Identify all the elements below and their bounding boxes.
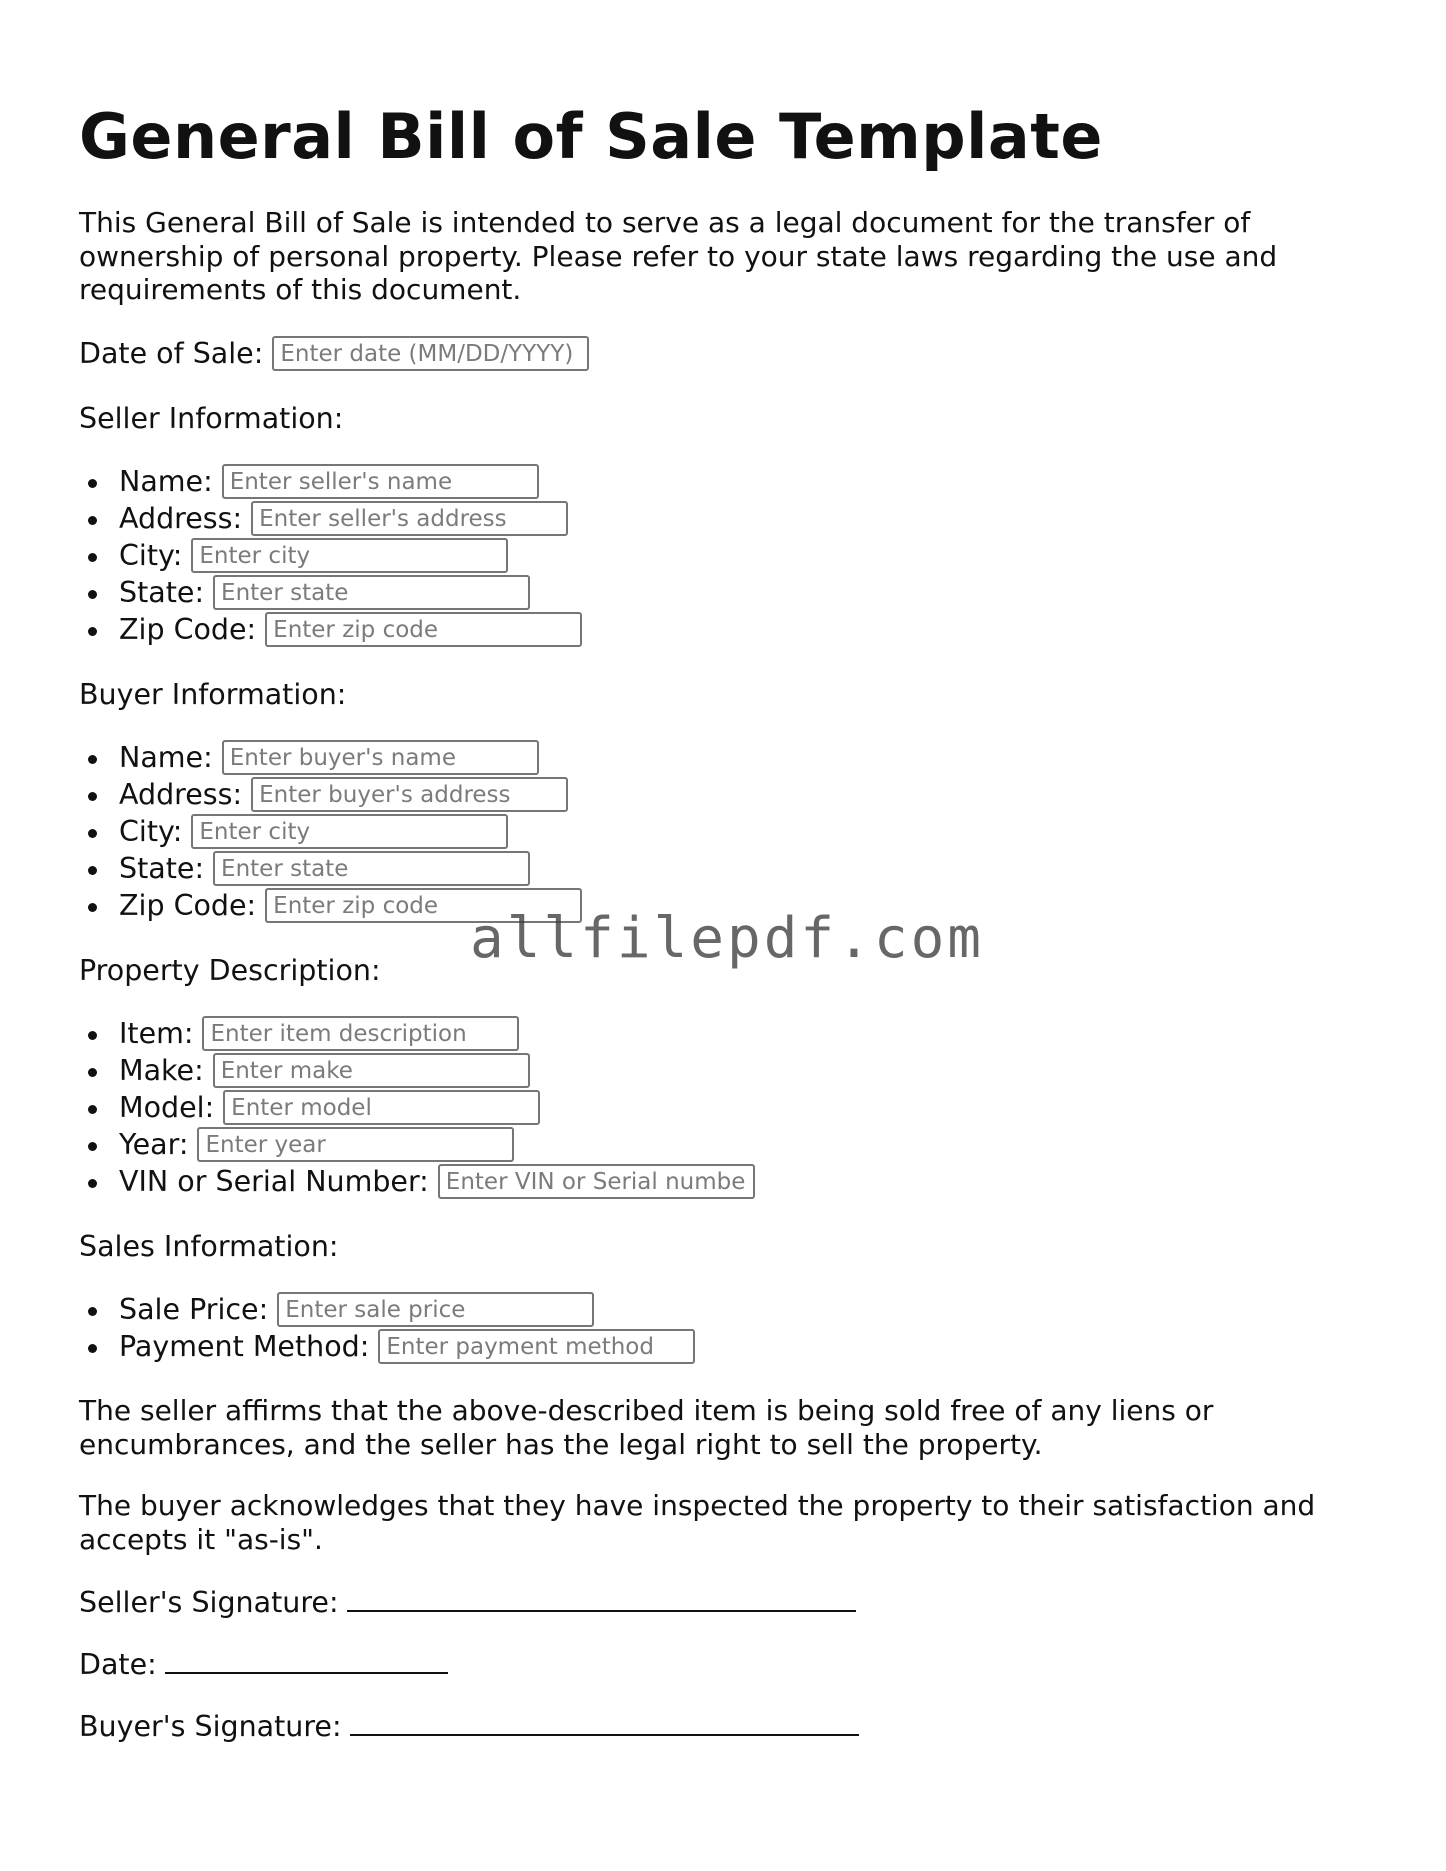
bullet-icon <box>88 829 97 838</box>
sale-price-input[interactable] <box>277 1292 594 1327</box>
seller-heading: Seller Information: <box>79 402 344 435</box>
seller-name-input[interactable] <box>222 464 539 499</box>
property-make-row <box>119 1053 530 1088</box>
seller-affirmation-paragraph: The seller affirms that the above-described item is being sold free of any liens or encumbrances, and the seller has the legal right to sell the property. <box>79 1394 1214 1461</box>
property-item-input[interactable] <box>202 1016 519 1051</box>
date-of-sale-row <box>79 336 589 371</box>
bullet-icon <box>88 1179 97 1188</box>
seller-address-label: Address: <box>119 502 243 535</box>
buyer-city-label: City: <box>119 815 183 848</box>
buyer-signature-label: Buyer's Signature: <box>79 1710 342 1743</box>
intro-paragraph: This General Bill of Sale is intended to serve as a legal document for the transfer of ownership of personal property. Please refer to your state laws regarding the use and requirements of this document. <box>79 206 1278 306</box>
bullet-icon <box>88 1142 97 1151</box>
property-item-label: Item: <box>119 1017 194 1050</box>
buyer-state-row <box>119 851 530 886</box>
seller-name-label: Name: <box>119 465 213 498</box>
payment-method-row <box>119 1329 695 1364</box>
seller-city-input[interactable] <box>191 538 508 573</box>
buyer-name-row <box>119 740 539 775</box>
date-of-sale-label: Date of Sale: <box>79 337 264 370</box>
bullet-icon <box>88 627 97 636</box>
property-model-row <box>119 1090 540 1125</box>
buyer-state-input[interactable] <box>213 851 530 886</box>
bullet-icon <box>88 866 97 875</box>
sale-price-label: Sale Price: <box>119 1293 269 1326</box>
property-model-label: Model: <box>119 1091 215 1124</box>
page-title: General Bill of Sale Template <box>79 100 1103 173</box>
buyer-acknowledgement-paragraph: The buyer acknowledges that they have inspected the property to their satisfaction and accepts it "as-is". <box>79 1489 1316 1556</box>
buyer-zip-label: Zip Code: <box>119 889 257 922</box>
seller-zip-label: Zip Code: <box>119 613 257 646</box>
buyer-address-row <box>119 777 568 812</box>
payment-method-input[interactable] <box>378 1329 695 1364</box>
seller-state-row <box>119 575 530 610</box>
property-model-input[interactable] <box>223 1090 540 1125</box>
seller-address-input[interactable] <box>251 501 568 536</box>
date-signature-row <box>79 1646 448 1681</box>
property-year-row <box>119 1127 514 1162</box>
property-item-row <box>119 1016 519 1051</box>
property-vin-label: VIN or Serial Number: <box>119 1165 429 1198</box>
property-vin-row <box>119 1164 755 1199</box>
sale-price-row <box>119 1292 594 1327</box>
property-make-input[interactable] <box>213 1053 530 1088</box>
date-signature-label: Date: <box>79 1648 157 1681</box>
watermark: allfilepdf.com <box>470 906 985 971</box>
buyer-city-row <box>119 814 508 849</box>
bullet-icon <box>88 516 97 525</box>
property-vin-input[interactable] <box>438 1164 755 1199</box>
date-of-sale-input[interactable] <box>272 336 589 371</box>
buyer-name-input[interactable] <box>222 740 539 775</box>
property-heading: Property Description: <box>79 954 381 987</box>
seller-state-label: State: <box>119 576 205 609</box>
seller-name-row <box>119 464 539 499</box>
seller-signature-label: Seller's Signature: <box>79 1586 339 1619</box>
sales-heading: Sales Information: <box>79 1230 339 1263</box>
buyer-signature-line[interactable] <box>350 1708 859 1736</box>
seller-city-label: City: <box>119 539 183 572</box>
seller-zip-input[interactable] <box>265 612 582 647</box>
buyer-zip-row <box>119 888 582 923</box>
seller-signature-line[interactable] <box>347 1584 856 1612</box>
bullet-icon <box>88 1307 97 1316</box>
payment-method-label: Payment Method: <box>119 1330 370 1363</box>
seller-zip-row <box>119 612 582 647</box>
buyer-name-label: Name: <box>119 741 213 774</box>
date-signature-line[interactable] <box>165 1646 448 1674</box>
seller-state-input[interactable] <box>213 575 530 610</box>
seller-signature-row <box>79 1584 856 1619</box>
bullet-icon <box>88 792 97 801</box>
bullet-icon <box>88 755 97 764</box>
bullet-icon <box>88 1105 97 1114</box>
bullet-icon <box>88 903 97 912</box>
buyer-signature-row <box>79 1708 859 1743</box>
buyer-state-label: State: <box>119 852 205 885</box>
property-make-label: Make: <box>119 1054 204 1087</box>
bullet-icon <box>88 1068 97 1077</box>
seller-city-row <box>119 538 508 573</box>
bullet-icon <box>88 1031 97 1040</box>
property-year-label: Year: <box>119 1128 189 1161</box>
buyer-address-input[interactable] <box>251 777 568 812</box>
buyer-zip-input[interactable] <box>265 888 582 923</box>
seller-address-row <box>119 501 568 536</box>
bullet-icon <box>88 479 97 488</box>
bullet-icon <box>88 553 97 562</box>
property-year-input[interactable] <box>197 1127 514 1162</box>
buyer-city-input[interactable] <box>191 814 508 849</box>
bullet-icon <box>88 1344 97 1353</box>
buyer-heading: Buyer Information: <box>79 678 347 711</box>
buyer-address-label: Address: <box>119 778 243 811</box>
bullet-icon <box>88 590 97 599</box>
